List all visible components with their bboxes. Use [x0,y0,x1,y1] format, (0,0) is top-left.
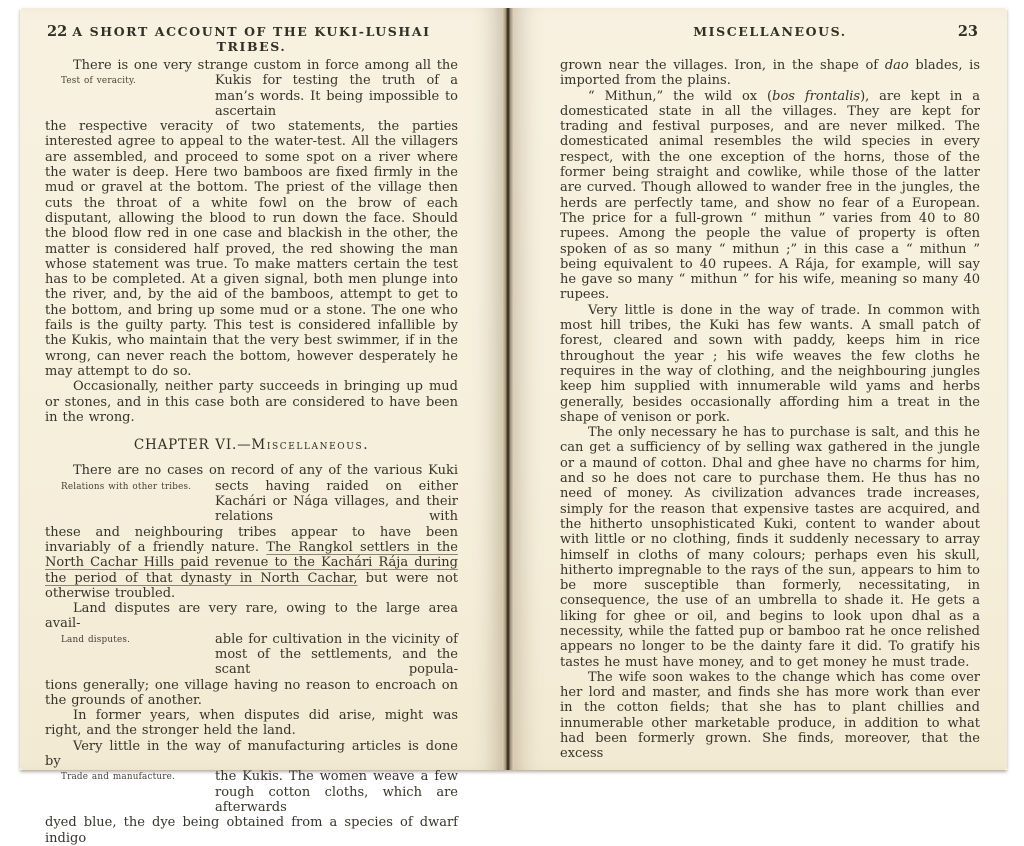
para-land-rest: tions generally; one village having no reason to encroach on the grounds of another. [45,677,458,708]
para-manufacture-rest: dyed blue, the dye being obtained from a species of dwarf indigo [45,815,458,846]
chapter-heading-title: Miscellaneous. [251,437,370,454]
para-occasionally: Occasionally, neither party succeeds in bringing up mud or stones, and in this case both are considered to have been in the wrong. [45,379,458,425]
para-manufacture-first-line: Very little in the way of manufacturing articles is done by [45,738,458,770]
para-water-test-first-line: There is one very strange custom in force among all the [73,58,458,73]
para-iron [560,58,980,89]
para-relations-pencil-underlined-text: The Rangkol settlers in the North Cachar Hills paid revenue to the Kachári Rája during the period of that dynasty in North Cachar, [45,539,458,586]
para-land-first-line: Land disputes are very rare, owing to the large area avail- [45,601,458,632]
page-body-left [45,58,458,846]
sidenote-row-land [45,632,458,678]
sidenote-row-veracity [45,73,458,119]
running-header-left: A SHORT ACCOUNT OF THE KUKI-LUSHAI TRIBES. [72,24,431,54]
sidenote-test-of-veracity: Test of veracity. [61,76,137,87]
para-salt: The only necessary he has to purchase is salt, and this he can get a sufficiency of by selling wax gathered in the jungle or a maund of cotton. Dhal and ghee have no charms for him, and so he does not care to purchase them. He thus has no need of money. As civilization advances trade increases, simply for the reason that expensive tastes are acquired, and the hitherto unsophisticated Kuki, content to wander about with little or no clothing, finds it suddenly necessary to array himself in cloths of many colours; perhaps even his skull, hitherto impregnable to the rays of the sun, appears to him to be more susceptible than formerly, necessitating, in consequence, the use of an umbrella to shade it. He gets a liking for ghee or oil, and begins to look upon dhal as a necessity, while the fatted pup or bamboo rat he once relished appears no longer to be the dainty fare it did. To gratify his tastes he must have money, and to get money he must trade. [560,425,980,670]
sidenote-relations-with-other-tribes: Relations with other tribes. [61,481,192,492]
para-land-beside-note: able for cultivation in the vicinity of most of the settlements, and the scant popula- [215,631,458,678]
para-iron-text-b: blades, is imported from the plains. [560,58,981,89]
chapter-heading [45,438,458,453]
para-trade: Very little is done in the way of trade. In common with most hill tribes, the Kuki has few wants. A small patch of forest, cleared and sown with paddy, keeps him in rice throughout the year ; his wife weaves the few cloths he requires in the way of clothing, and the neighbouring jungles keep him supplied with innumerable wild yams and herbs generally, besides occasionally affording him a treat in the shape of venison or pork. [560,302,980,425]
para-relations-first-line: There are no cases on record of any of the various Kuki [73,463,458,479]
para-mithun-text-a: “ Mithun,” the wild ox ( [588,88,773,104]
para-manufacture-beside-note: the Kukis. The women weave a few rough cotton cloths, which are afterwards [215,769,458,815]
page-body-right [560,58,980,762]
sidenote-row-relations [45,479,458,525]
book-binding-gutter [502,8,514,770]
para-relations-rest-a: these and neighbouring tribes appear to have been invariably of a friendly nature. [45,524,458,555]
page-left [20,8,502,846]
para-wife: The wife soon wakes to the change which has come over her lord and master, and finds she has more work than ever in the cotton fields; that she has to plant chillies and innumerable other marketable produce, in addition to what had been formerly grown. She finds, moreover, that the excess [560,669,980,762]
book-spread [20,8,1007,846]
para-relations-rest [45,525,458,601]
para-water-test-rest: the respective veracity of two statements, the parties interested agree to appeal to the water-test. All the villagers are assembled, and proceed to some spot on a river where the water is deep. Here two bamboos are fixed firmly in the mud or gravel at the bottom. The priest of the village then cuts the throat of a white fowl on the brow of each disputant, allowing the blood to run down the face. Should the blood flow red in one case and blackish in the other, the matter is considered half proved, the red showing the man whose statement was true. To make matters certain the test has to be completed. At a given signal, both men plunge into the river, and, by the aid of the bamboos, attempt to get to the bottom, and bring up some mud or a stone. The one who fails is the guilty party. This test is considered infallible by the Kukis, who maintain that the very best swimmer, if in the wrong, can never reach the bottom, however desperately he may attempt to do so. [45,119,458,379]
para-iron-text-a: grown near the villages. Iron, in the shape of [560,58,885,73]
para-water-test-beside-note: Kukis for testing the truth of a man’s words. It being impossible to ascertain [215,73,458,119]
para-former-years: In former years, when disputes did arise, might was right, and the stronger held the land. [45,708,458,739]
para-relations-beside-note: sects having raided on either Kachári or Nága villages, and their relations with [215,478,458,525]
sidenote-land-disputes: Land disputes. [61,634,131,645]
page-header-left [45,23,458,54]
para-mithun-italic-bos-frontalis: bos frontalis [772,88,861,104]
para-iron-italic-dao: dao [884,58,909,73]
page-header-right [560,24,980,42]
chapter-heading-prefix: CHAPTER VI.— [133,437,252,454]
page-number-left: 22 [47,23,68,40]
para-mithun-text-b: ), are kept in a domesticated state in all the villages. They are kept for trading and festival purposes, and are never milked. The domesticated animal resembles the wild species in every respect, with the one exception of the horns, those of the former being straight and cowlike, while those of the latter are curved. Though allowed to wander free in the jungles, the herds are perfectly tame, and show no fear of a European. The price for a full-grown “ mithun ” varies from 40 to 80 rupees. Among the people the value of property is often spoken of as so many “ mithun ;” in this case a “ mithun ” being equivalent to 40 rupees. A Rája, for example, will say he gave so many “ mithun ” for his wife, meaning so many 40 rupees. [560,88,980,303]
sidenote-row-manufacture [45,769,458,815]
para-mithun [560,89,980,303]
running-header-right: MISCELLANEOUS. [693,24,847,39]
page-right [514,8,1007,770]
para-relations-rest-b: but were not otherwise troubled. [45,570,459,601]
sidenote-trade-and-manufacture: Trade and manufacture. [61,772,176,783]
page-number-right: 23 [957,23,978,40]
